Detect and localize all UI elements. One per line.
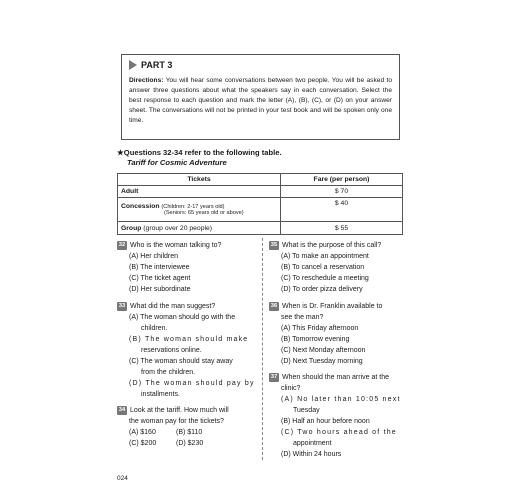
answer-option[interactable]: (B) $110 [176,429,203,436]
question-text: When is Dr. Franklin available to [282,303,383,310]
question-text: Who is the woman talking to? [130,242,222,249]
question-text-continued: see the man? [281,314,324,321]
answer-option[interactable]: (B) The interviewee [129,264,190,271]
answer-option-continued: reservations online. [141,347,202,354]
ticket-detail: (Children: 2-17 years old) [161,204,225,210]
ticket-cell [118,186,281,198]
ticket-cell [118,222,281,235]
answer-option[interactable]: (A) This Friday afternoon [281,325,359,332]
question-32 [117,240,257,295]
table-row [118,198,403,222]
tariff-table [117,173,403,235]
ticket-type: Adult [121,188,139,195]
page-number: 024 [117,475,128,482]
answer-option[interactable]: (D) Her subordinate [129,286,191,293]
question-text: What did the man suggest? [130,303,216,310]
question-number-badge: 33 [118,303,126,309]
ticket-type: Concession [121,203,160,210]
table-row [118,222,403,235]
question-text: When should the man arrive at the [282,374,390,381]
answer-option[interactable]: (C) $200 [129,440,157,447]
table-header-fare: Fare (per person) [281,174,403,186]
answer-option-row [117,427,259,438]
answer-option[interactable]: (A) To make an appointment [281,253,369,260]
answer-option[interactable]: (B) To cancel a reservation [281,264,365,271]
answer-option[interactable]: (C) The ticket agent [129,275,191,282]
question-number-badge: 37 [270,374,278,380]
fare-cell: $ 40 [281,198,403,222]
question-37 [269,372,411,460]
question-text: Look at the tariff. How much will [130,407,229,414]
answer-option[interactable]: (D) To order pizza delivery [281,286,363,293]
question-text-continued: the woman pay for the tickets? [129,418,224,425]
question-group-heading: ★Questions 32-34 refer to the following table. [117,148,282,157]
table-row [118,186,403,198]
ticket-detail: (group over 20 people) [143,224,213,232]
directions-box [121,54,400,140]
ticket-type: Group [121,224,142,232]
question-35 [269,240,409,295]
answer-option[interactable]: (C) To reschedule a meeting [281,275,369,282]
answer-option-continued: appointment [293,440,332,447]
answer-option[interactable]: (C) Next Monday afternoon [281,347,366,354]
question-text: What is the purpose of this call? [282,242,382,249]
table-header-row [118,174,403,186]
fare-cell: $ 55 [281,222,403,235]
ticket-detail-2: (Seniors: 65 years old or above) [164,210,244,216]
answer-option[interactable]: (D) $230 [176,440,204,447]
question-34 [117,405,259,449]
question-number-badge: 36 [270,303,278,309]
answer-option-continued: children. [141,325,168,332]
answer-option-row [117,438,259,449]
question-number-badge: 35 [270,242,278,248]
part-title [129,60,392,70]
answer-option[interactable]: (B) Half an hour before noon [281,418,370,425]
question-group-subheading: Tariff for Cosmic Adventure [127,158,227,167]
question-33 [117,301,259,400]
answer-option[interactable]: (D) Within 24 hours [281,451,342,458]
answer-option[interactable]: (B) The woman should make [129,336,249,343]
directions-body: You will hear some conversations between two people. You will be asked to answer three questions about what the speakers say in each conversation. Select the best response to each question and mark the letter (A), (B), (C), or (D) on your answer sheet. The conversations will not be printed in your test book and will be spoken only one time. [129,77,392,124]
answer-option[interactable]: (D) Next Tuesday morning [281,358,363,365]
part-title-text: PART 3 [141,60,173,70]
answer-option-continued: Tuesday [293,407,320,414]
ticket-cell [118,198,281,222]
answer-option[interactable]: (C) The woman should stay away [129,358,233,365]
answer-option[interactable]: (A) The woman should go with the [129,314,236,321]
answer-option[interactable]: (C) Two hours ahead of the [281,429,397,436]
directions-label: Directions: [129,77,164,84]
answer-option[interactable]: (A) No later than 10:05 next [281,396,401,403]
question-number-badge: 32 [118,242,126,248]
question-number-badge: 34 [118,407,126,413]
column-divider [262,238,263,460]
fare-cell: $ 70 [281,186,403,198]
question-text-continued: clinic? [281,385,301,392]
answer-option[interactable]: (D) The woman should pay by [129,380,255,387]
answer-option[interactable]: (B) Tomorrow evening [281,336,350,343]
table-header-tickets: Tickets [118,174,281,186]
answer-option[interactable]: (A) Her children [129,253,179,260]
triangle-arrow-icon [129,60,137,70]
answer-option[interactable]: (A) $160 [129,429,156,436]
answer-option-continued: installments. [141,391,180,398]
question-36 [269,301,411,367]
answer-option-continued: from the children. [141,369,196,376]
directions-text [129,76,392,126]
